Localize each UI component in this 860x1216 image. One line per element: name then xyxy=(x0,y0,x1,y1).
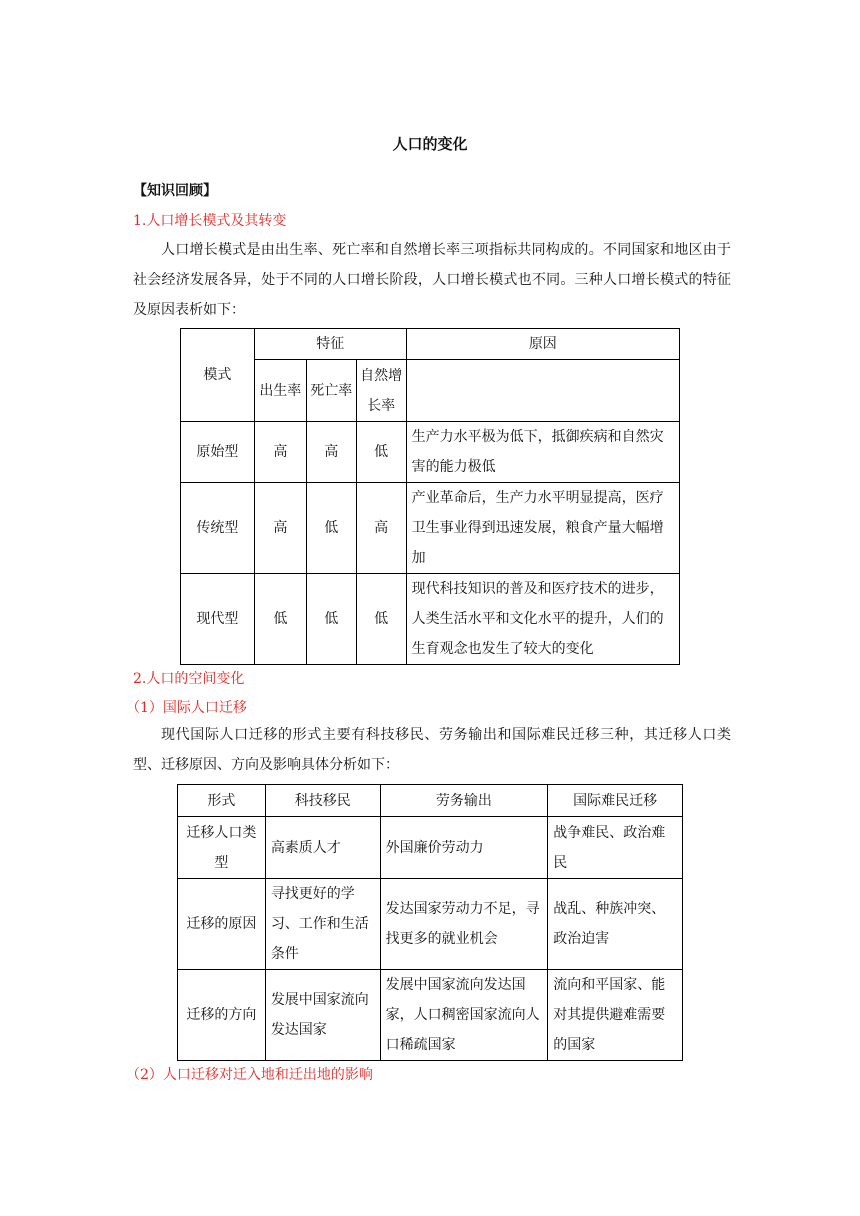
cell-mode: 传统型 xyxy=(181,483,255,574)
cell-labor: 外国廉价劳动力 xyxy=(380,817,548,879)
header-labor-export: 劳务输出 xyxy=(380,785,548,817)
cell-tech: 高素质人才 xyxy=(265,817,380,879)
cell-reason: 现代科技知识的普及和医疗技术的进步，人类生活水平和文化水平的提升，人们的生育观念也发生了较大的变化 xyxy=(406,574,679,665)
header-reason-blank xyxy=(406,360,679,422)
cell-birth: 低 xyxy=(254,574,306,665)
header-tech-migrant: 科技移民 xyxy=(265,785,380,817)
cell-refugee: 战争难民、政治难民 xyxy=(548,817,683,879)
cell-labor: 发展中国家流向发达国家，人口稠密国家流向人口稀疏国家 xyxy=(380,970,548,1061)
header-mode: 模式 xyxy=(181,329,255,422)
cell-death: 高 xyxy=(306,422,356,483)
table-row xyxy=(181,422,680,483)
section2-sub1: （1）国际人口迁移 xyxy=(126,700,247,716)
header-refugee: 国际难民迁移 xyxy=(548,785,683,817)
table-row xyxy=(181,483,680,574)
table-row xyxy=(178,879,683,970)
cell-death: 低 xyxy=(306,574,356,665)
table-row xyxy=(178,817,683,879)
header-form: 形式 xyxy=(178,785,266,817)
cell-label: 迁移人口类型 xyxy=(178,817,266,879)
header-natural-rate: 自然增长率 xyxy=(356,360,406,422)
header-death-rate: 死亡率 xyxy=(306,360,356,422)
review-heading: 【知识回顾】 xyxy=(133,183,217,199)
section2-heading: 2.人口的空间变化 xyxy=(133,671,245,687)
cell-birth: 高 xyxy=(254,422,306,483)
header-feature: 特征 xyxy=(254,329,406,360)
section2-paragraph: 现代国际人口迁移的形式主要有科技移民、劳务输出和国际难民迁移三种，其迁移人口类型、迁移原因、方向及影响具体分析如下： xyxy=(133,727,731,773)
cell-death: 低 xyxy=(306,483,356,574)
cell-tech: 发展中国家流向发达国家 xyxy=(265,970,380,1061)
growth-mode-table xyxy=(180,328,680,665)
page-title: 人口的变化 xyxy=(392,135,468,153)
cell-natural: 低 xyxy=(356,422,406,483)
cell-tech: 寻找更好的学习、工作和生活条件 xyxy=(265,879,380,970)
cell-label: 迁移的原因 xyxy=(178,879,266,970)
cell-reason: 生产力水平极为低下，抵御疾病和自然灾害的能力极低 xyxy=(406,422,679,483)
section1-heading: 1.人口增长模式及其转变 xyxy=(133,213,287,229)
cell-refugee: 战乱、种族冲突、政治迫害 xyxy=(548,879,683,970)
cell-reason: 产业革命后，生产力水平明显提高，医疗卫生事业得到迅速发展，粮食产量大幅增加 xyxy=(406,483,679,574)
cell-mode: 原始型 xyxy=(181,422,255,483)
cell-natural: 低 xyxy=(356,574,406,665)
section1-paragraph: 人口增长模式是由出生率、死亡率和自然增长率三项指标共同构成的。不同国家和地区由于社会经济发展各异，处于不同的人口增长阶段，人口增长模式也不同。三种人口增长模式的特征及原因表析如下： xyxy=(133,242,731,318)
cell-label: 迁移的方向 xyxy=(178,970,266,1061)
migration-table xyxy=(177,784,683,1061)
header-birth-rate: 出生率 xyxy=(254,360,306,422)
cell-labor: 发达国家劳动力不足，寻找更多的就业机会 xyxy=(380,879,548,970)
cell-natural: 高 xyxy=(356,483,406,574)
section2-sub2: （2）人口迁移对迁入地和迁出地的影响 xyxy=(126,1067,373,1083)
table-row xyxy=(181,574,680,665)
table-row xyxy=(178,970,683,1061)
cell-mode: 现代型 xyxy=(181,574,255,665)
header-reason: 原因 xyxy=(406,329,679,360)
cell-birth: 高 xyxy=(254,483,306,574)
cell-refugee: 流向和平国家、能对其提供避难需要的国家 xyxy=(548,970,683,1061)
